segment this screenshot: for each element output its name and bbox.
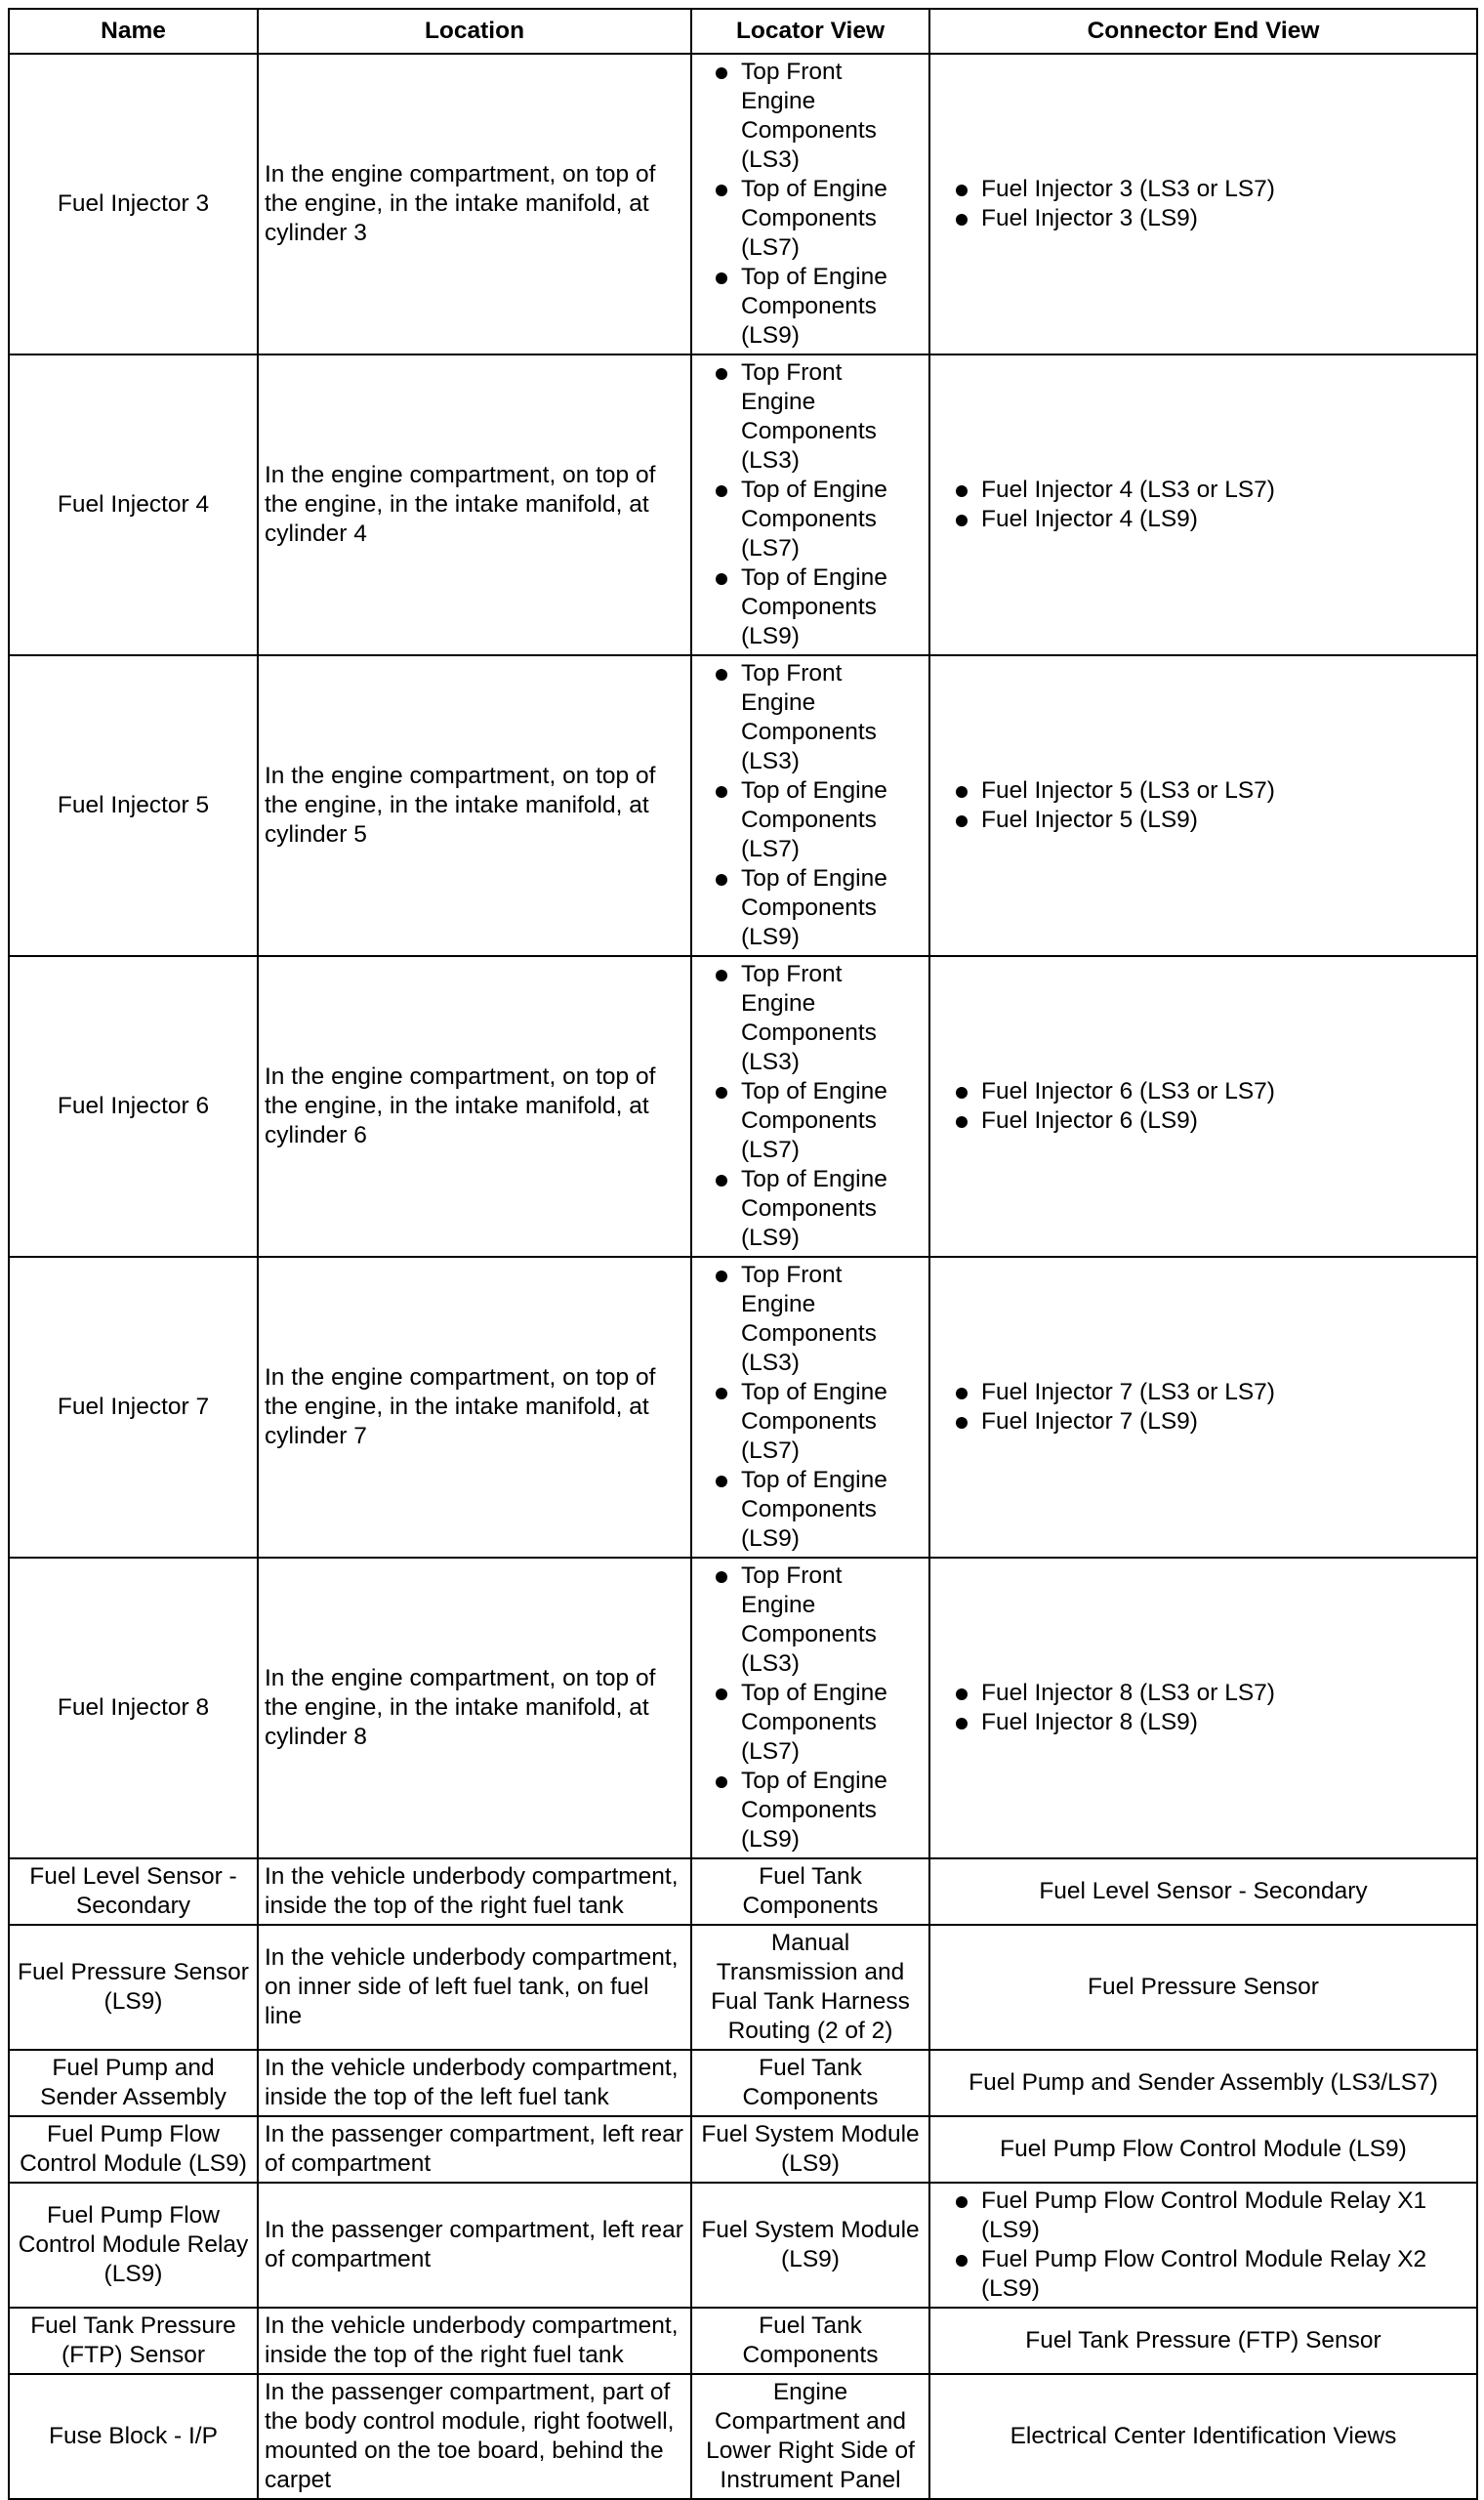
bullet-icon [956,1417,968,1429]
table-row [9,956,1477,1257]
list-item [698,1261,923,1378]
locator-view-cell [691,354,929,655]
list-item-text: Fuel Injector 5 (LS3 or LS7) [981,777,1275,804]
connector-end-view-cell: Fuel Level Sensor - Secondary [929,1858,1477,1925]
connector-end-view-cell: Fuel Tank Pressure (FTP) Sensor [929,2308,1477,2374]
table-row [9,655,1477,956]
component-name-cell: Fuel Injector 7 [9,1257,258,1558]
list-item [936,175,1470,204]
locator-view-cell-list [698,358,923,651]
component-name-cell: Fuel Injector 4 [9,354,258,655]
list-item-text: Top of Engine Components (LS7) [741,1379,887,1464]
bullet-icon [716,669,727,681]
connector-end-view-cell [929,1558,1477,1858]
list-item [698,476,923,563]
list-item-text: Top of Engine Components (LS9) [741,564,887,649]
locator-view-cell [691,1558,929,1858]
locator-view-cell-list [698,58,923,351]
table-row [9,2308,1477,2374]
list-item [936,806,1470,835]
list-item-text: Top of Engine Components (LS9) [741,264,887,349]
list-item [936,1077,1470,1106]
bullet-icon [956,2255,968,2267]
location-cell: In the engine compartment, on top of the engine, in the intake manifold, at cylinder 8 [258,1558,691,1858]
connector-end-view-cell [929,1257,1477,1558]
list-item [936,2187,1470,2245]
list-item-text: Fuel Injector 3 (LS9) [981,205,1198,231]
bullet-icon [716,1271,727,1282]
list-item [936,1378,1470,1407]
list-item-text: Top of Engine Components (LS9) [741,1467,887,1552]
connector-end-view-cell-list [936,1378,1470,1437]
list-item-text: Fuel Injector 4 (LS3 or LS7) [981,477,1275,503]
list-item-text: Fuel Injector 5 (LS9) [981,807,1198,833]
connector-end-view-cell-list [936,776,1470,835]
list-item-text: Top Front Engine Components (LS3) [741,59,877,173]
list-item [936,476,1470,505]
bullet-icon [956,485,968,497]
connector-end-view-cell [929,54,1477,354]
connector-end-view-cell [929,655,1477,956]
locator-view-cell [691,54,929,354]
list-item [936,1679,1470,1708]
list-item-text: Fuel Injector 3 (LS3 or LS7) [981,176,1275,202]
bullet-icon [956,185,968,196]
list-item-text: Top Front Engine Components (LS3) [741,660,877,774]
locator-view-cell-list [698,1562,923,1854]
list-item [698,776,923,864]
list-item-text: Fuel Injector 6 (LS3 or LS7) [981,1078,1275,1104]
table-row [9,1858,1477,1925]
location-cell: In the vehicle underbody compartment, inside the top of the left fuel tank [258,2050,691,2116]
component-name-cell: Fuel Injector 5 [9,655,258,956]
bullet-icon [716,786,727,798]
component-name-cell: Fuel Pump and Sender Assembly [9,2050,258,2116]
component-name-cell: Fuel Injector 6 [9,956,258,1257]
bullet-icon [956,1087,968,1099]
location-cell: In the passenger compartment, part of the body control module, right footwell, mounted on the toe board, behind the carpet [258,2374,691,2499]
bullet-icon [716,1087,727,1099]
location-cell: In the passenger compartment, left rear of compartment [258,2183,691,2308]
connector-end-view-cell-list [936,175,1470,233]
connector-end-view-cell-list [936,1077,1470,1136]
table-row [9,1558,1477,1858]
component-name-cell: Fuel Injector 3 [9,54,258,354]
list-item-text: Fuel Pump Flow Control Module Relay X1 (LS9) [981,2188,1427,2243]
component-locator-table-container [8,8,1476,2500]
list-item [936,1106,1470,1136]
list-item [698,1679,923,1767]
list-item-text: Top Front Engine Components (LS3) [741,1562,877,1677]
connector-end-view-cell: Fuel Pressure Sensor [929,1925,1477,2050]
location-cell: In the engine compartment, on top of the engine, in the intake manifold, at cylinder 7 [258,1257,691,1558]
bullet-icon [956,815,968,827]
list-item-text: Top of Engine Components (LS7) [741,777,887,862]
list-item-text: Fuel Injector 8 (LS3 or LS7) [981,1680,1275,1706]
location-cell: In the engine compartment, on top of the engine, in the intake manifold, at cylinder 3 [258,54,691,354]
bullet-icon [956,1116,968,1128]
locator-view-cell-list [698,960,923,1253]
list-item [698,1466,923,1554]
list-item [936,2245,1470,2304]
table-row [9,2374,1477,2499]
connector-end-view-cell [929,956,1477,1257]
list-item [698,1077,923,1165]
list-item [698,563,923,651]
bullet-icon [956,786,968,798]
list-item [936,776,1470,806]
location-cell: In the vehicle underbody compartment, on inner side of left fuel tank, on fuel line [258,1925,691,2050]
list-item [698,960,923,1077]
table-row [9,354,1477,655]
list-item [698,263,923,351]
list-item-text: Top Front Engine Components (LS3) [741,359,877,474]
bullet-icon [716,1688,727,1700]
header-locator-view: Locator View [691,9,929,54]
bullet-icon [956,1688,968,1700]
locator-view-cell: Fuel System Module (LS9) [691,2116,929,2183]
bullet-icon [956,1388,968,1399]
locator-view-cell-list [698,1261,923,1554]
list-item-text: Top of Engine Components (LS7) [741,1680,887,1765]
list-item-text: Fuel Injector 6 (LS9) [981,1107,1198,1134]
locator-view-cell [691,956,929,1257]
bullet-icon [716,185,727,196]
list-item [698,58,923,175]
connector-end-view-cell [929,354,1477,655]
location-cell: In the engine compartment, on top of the engine, in the intake manifold, at cylinder 6 [258,956,691,1257]
list-item-text: Top Front Engine Components (LS3) [741,1262,877,1376]
header-connector-end-view: Connector End View [929,9,1477,54]
location-cell: In the vehicle underbody compartment, inside the top of the right fuel tank [258,2308,691,2374]
connector-end-view-cell-list [936,476,1470,534]
bullet-icon [716,1571,727,1583]
locator-view-cell [691,1257,929,1558]
bullet-icon [956,2196,968,2208]
locator-view-cell: Fuel Tank Components [691,2308,929,2374]
table-row [9,2183,1477,2308]
list-item-text: Top of Engine Components (LS9) [741,1768,887,1853]
list-item [698,175,923,263]
list-item-text: Fuel Injector 7 (LS3 or LS7) [981,1379,1275,1405]
bullet-icon [716,874,727,886]
list-item [936,1708,1470,1737]
bullet-icon [716,368,727,380]
list-item [698,1165,923,1253]
bullet-icon [956,1718,968,1729]
connector-end-view-cell-list [936,2187,1470,2304]
bullet-icon [716,1175,727,1187]
locator-view-cell: Engine Compartment and Lower Right Side of Instrument Panel [691,2374,929,2499]
connector-end-view-cell-list [936,1679,1470,1737]
connector-end-view-cell: Fuel Pump and Sender Assembly (LS3/LS7) [929,2050,1477,2116]
list-item [698,1767,923,1854]
header-row [9,9,1477,54]
locator-view-cell [691,655,929,956]
list-item-text: Fuel Pump Flow Control Module Relay X2 (LS9) [981,2246,1427,2302]
header-location: Location [258,9,691,54]
list-item [936,505,1470,534]
location-cell: In the vehicle underbody compartment, inside the top of the right fuel tank [258,1858,691,1925]
list-item [936,204,1470,233]
bullet-icon [716,1476,727,1487]
list-item-text: Top of Engine Components (LS9) [741,865,887,950]
list-item [698,1378,923,1466]
locator-view-cell-list [698,659,923,952]
bullet-icon [716,485,727,497]
component-locator-table [8,8,1478,2500]
list-item-text: Fuel Injector 4 (LS9) [981,506,1198,532]
header-name: Name [9,9,258,54]
location-cell: In the passenger compartment, left rear of compartment [258,2116,691,2183]
locator-view-cell: Fuel System Module (LS9) [691,2183,929,2308]
table-row [9,54,1477,354]
list-item-text: Top Front Engine Components (LS3) [741,961,877,1075]
list-item-text: Fuel Injector 7 (LS9) [981,1408,1198,1435]
bullet-icon [716,970,727,981]
list-item-text: Top of Engine Components (LS7) [741,176,887,261]
locator-view-cell: Fuel Tank Components [691,1858,929,1925]
list-item-text: Top of Engine Components (LS9) [741,1166,887,1251]
list-item [936,1407,1470,1437]
component-name-cell: Fuel Pump Flow Control Module Relay (LS9) [9,2183,258,2308]
component-name-cell: Fuse Block - I/P [9,2374,258,2499]
connector-end-view-cell: Fuel Pump Flow Control Module (LS9) [929,2116,1477,2183]
bullet-icon [716,272,727,284]
bullet-icon [956,214,968,226]
list-item-text: Fuel Injector 8 (LS9) [981,1709,1198,1735]
bullet-icon [716,1388,727,1399]
bullet-icon [716,67,727,79]
bullet-icon [956,515,968,526]
locator-view-cell: Fuel Tank Components [691,2050,929,2116]
connector-end-view-cell [929,2183,1477,2308]
table-row [9,2116,1477,2183]
table-row [9,1925,1477,2050]
component-name-cell: Fuel Level Sensor - Secondary [9,1858,258,1925]
component-name-cell: Fuel Injector 8 [9,1558,258,1858]
bullet-icon [716,1776,727,1788]
connector-end-view-cell: Electrical Center Identification Views [929,2374,1477,2499]
list-item-text: Top of Engine Components (LS7) [741,1078,887,1163]
component-name-cell: Fuel Pump Flow Control Module (LS9) [9,2116,258,2183]
locator-view-cell: Manual Transmission and Fual Tank Harness Routing (2 of 2) [691,1925,929,2050]
bullet-icon [716,573,727,585]
location-cell: In the engine compartment, on top of the engine, in the intake manifold, at cylinder 4 [258,354,691,655]
list-item [698,659,923,776]
list-item-text: Top of Engine Components (LS7) [741,477,887,562]
list-item [698,864,923,952]
list-item [698,1562,923,1679]
list-item [698,358,923,476]
component-name-cell: Fuel Pressure Sensor (LS9) [9,1925,258,2050]
component-name-cell: Fuel Tank Pressure (FTP) Sensor [9,2308,258,2374]
location-cell: In the engine compartment, on top of the engine, in the intake manifold, at cylinder 5 [258,655,691,956]
table-row [9,1257,1477,1558]
table-row [9,2050,1477,2116]
